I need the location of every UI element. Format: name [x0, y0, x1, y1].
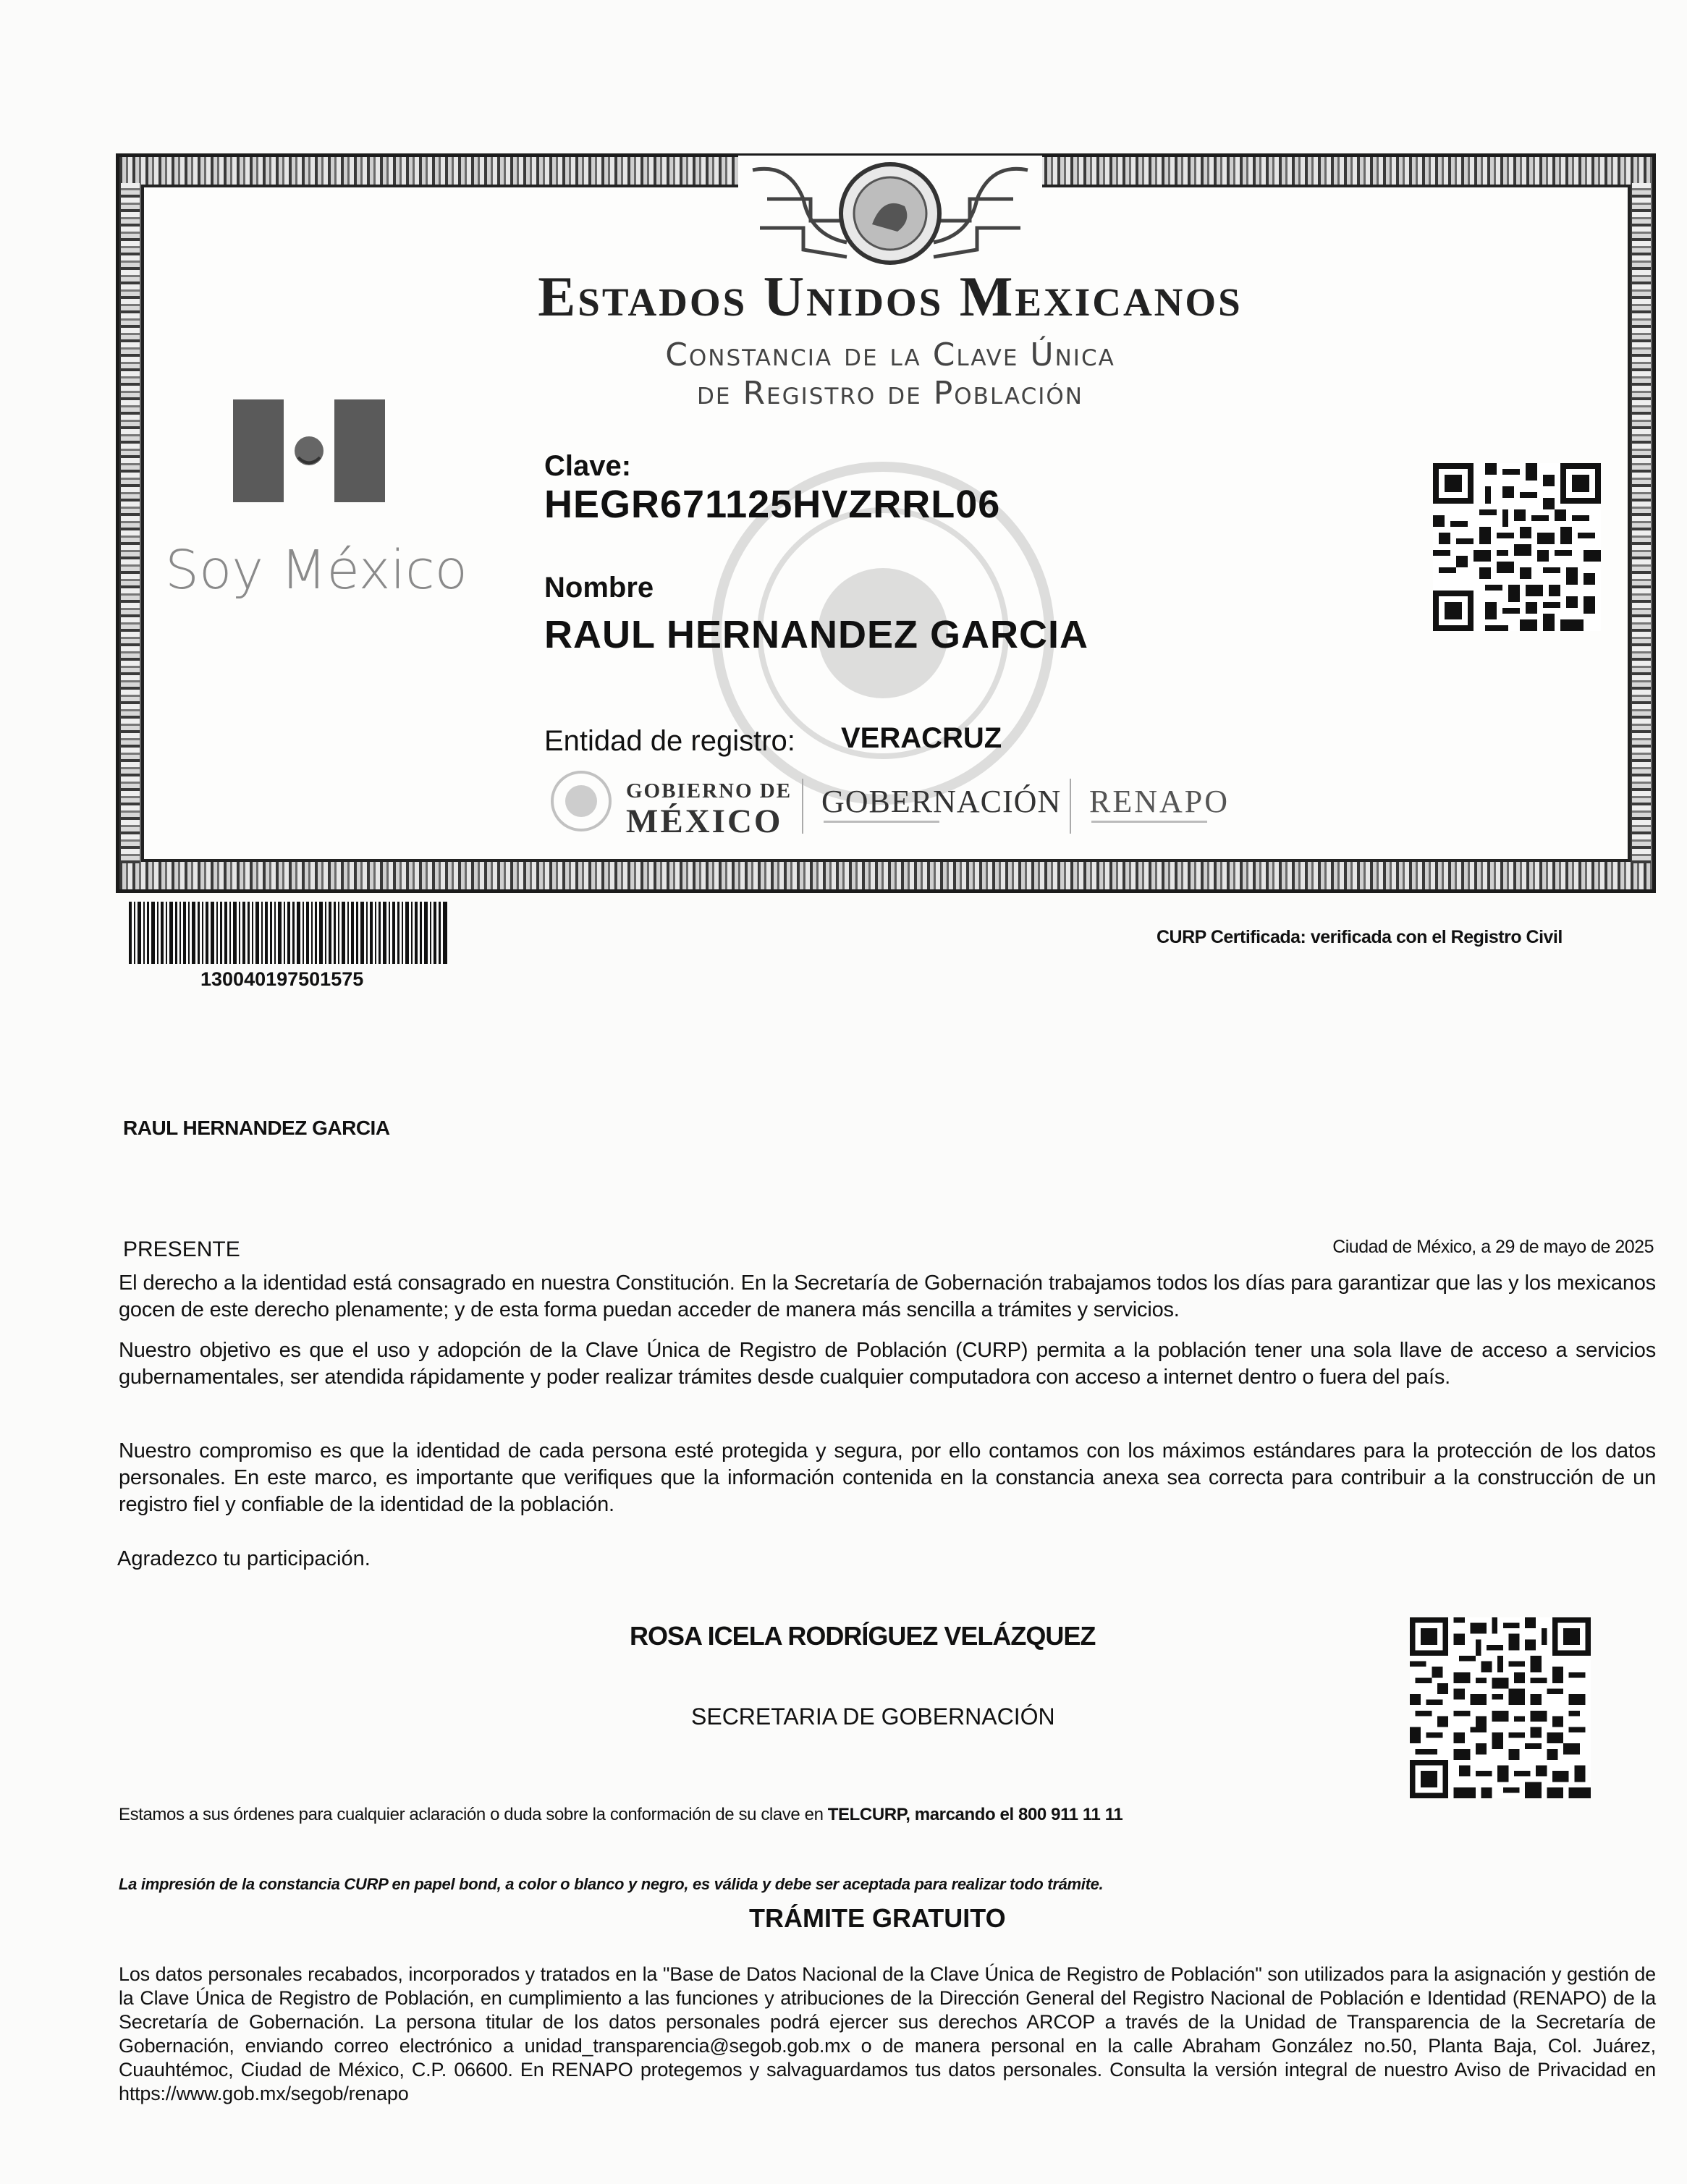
- entidad-label: Entidad de registro:: [544, 725, 795, 757]
- renapo-logo-text: RENAPO: [1089, 784, 1230, 819]
- gobernacion-logo-text: GOBERNACIÓN: [821, 784, 1062, 819]
- qr-code-icon: [1407, 1617, 1594, 1798]
- certificate-subtitle-2: de Registro de Población: [697, 375, 1083, 412]
- gobierno-de-logo-text: GOBIERNO DE: [626, 779, 792, 803]
- letter-paragraph: Nuestro compromiso es que la identidad de cada persona esté protegida y segura, por ello contamos con los máximos estándares para la protección de los datos personales. En este marco, es importante que verifiques que la información contenida en la constancia anexa sea correcta para contribuir a la construcción de un registro fiel y confiable de la identidad de la población.: [119, 1439, 1656, 1516]
- logo-divider: [1070, 779, 1071, 834]
- nombre-value: RAUL HERNANDEZ GARCIA: [544, 613, 1089, 656]
- letter-greeting: PRESENTE: [123, 1237, 240, 1261]
- letter-date: Ciudad de México, a 29 de mayo de 2025: [1332, 1237, 1654, 1257]
- clave-value: HEGR671125HVZRRL06: [544, 483, 1001, 526]
- barcode-icon: [129, 902, 447, 964]
- letter-closing: Agradezco tu participación.: [117, 1547, 371, 1570]
- barcode-number: 130040197501575: [200, 968, 364, 990]
- certificate-subtitle-1: Constancia de la Clave Única: [665, 337, 1115, 373]
- validity-note: La impresión de la constancia CURP en papel bond, a color o blanco y negro, es válida y debe ser aceptada para realizar todo trámite.: [119, 1875, 1104, 1893]
- free-procedure-heading: TRÁMITE GRATUITO: [749, 1903, 1006, 1933]
- eagle-emblem-icon: [738, 156, 1042, 275]
- certificate-title: Estados Unidos Mexicanos: [538, 265, 1243, 328]
- qr-code-icon: [1433, 463, 1601, 631]
- telcurp-phone: TELCURP, marcando el 800 911 11 11: [827, 1805, 1123, 1824]
- telcurp-note: [119, 1805, 1122, 1825]
- soy-mexico-brand: Soy México: [165, 539, 468, 601]
- privacy-notice: Los datos personales recabados, incorporados y tratados en la "Base de Datos Nacional de la Clave Única de Registro de Población" son utilizados para la asignación y gestión de la Clave Única de Registro de Población, en cumplimiento a las funciones y atribuciones de la Dirección General del Registro Nacional de Población e Identidad (RENAPO) de la Secretaría de Gobernación. La persona titular de los datos personales podrá ejercer sus derechos ARCOP a través de la Unidad de Transparencia de la Secretaría de Gobernación, enviando correo electrónico a unidad_transparencia@segob.gob.mx o de manera personal en la calle Abraham González no.50, Planta Baja, Col. Juárez, Cuauhtémoc, Ciudad de México, C.P. 06600. En RENAPO protegemos y salvaguardamos tus datos personales. Consulta la versión integral de nuestro Aviso de Privacidad en https://www.gob.mx/segob/renapo: [119, 1963, 1656, 2104]
- letter-paragraph: Nuestro objetivo es que el uso y adopción de la Clave Única de Registro de Población (CURP) permita a la población tener una sola llave de acceso a servicios gubernamentales, ser atendida rápidamente y poder realizar trámites desde cualquier computadora con acceso a internet dentro o fuera del país.: [119, 1339, 1656, 1389]
- letter-paragraph: El derecho a la identidad está consagrado en nuestra Constitución. En la Secretaría de Gobernación trabajamos todos los días para garantizar que las y los mexicanos gocen de este derecho plenamente; y de esta forma puedan acceder de manera más sencilla a trámites y servicios.: [119, 1271, 1656, 1321]
- mexico-logo-text: MÉXICO: [626, 803, 783, 840]
- clave-label: Clave:: [544, 450, 632, 482]
- curp-certified-note: CURP Certificada: verificada con el Registro Civil: [1157, 927, 1563, 947]
- gobierno-seal-icon: [549, 769, 614, 834]
- telcurp-text: Estamos a sus órdenes para cualquier aclaración o duda sobre la conformación de su clave en: [119, 1805, 828, 1824]
- letter-recipient: RAUL HERNANDEZ GARCIA: [123, 1117, 390, 1139]
- signer-name: ROSA ICELA RODRÍGUEZ VELÁZQUEZ: [630, 1621, 1096, 1651]
- signer-role: SECRETARIA DE GOBERNACIÓN: [691, 1703, 1055, 1730]
- entidad-value: VERACRUZ: [841, 722, 1002, 754]
- renapo-underline: [1091, 821, 1207, 823]
- logo-divider: [802, 779, 803, 834]
- mexico-flag-icon: [233, 399, 385, 502]
- nombre-label: Nombre: [544, 572, 654, 604]
- gobernacion-underline: [824, 821, 939, 823]
